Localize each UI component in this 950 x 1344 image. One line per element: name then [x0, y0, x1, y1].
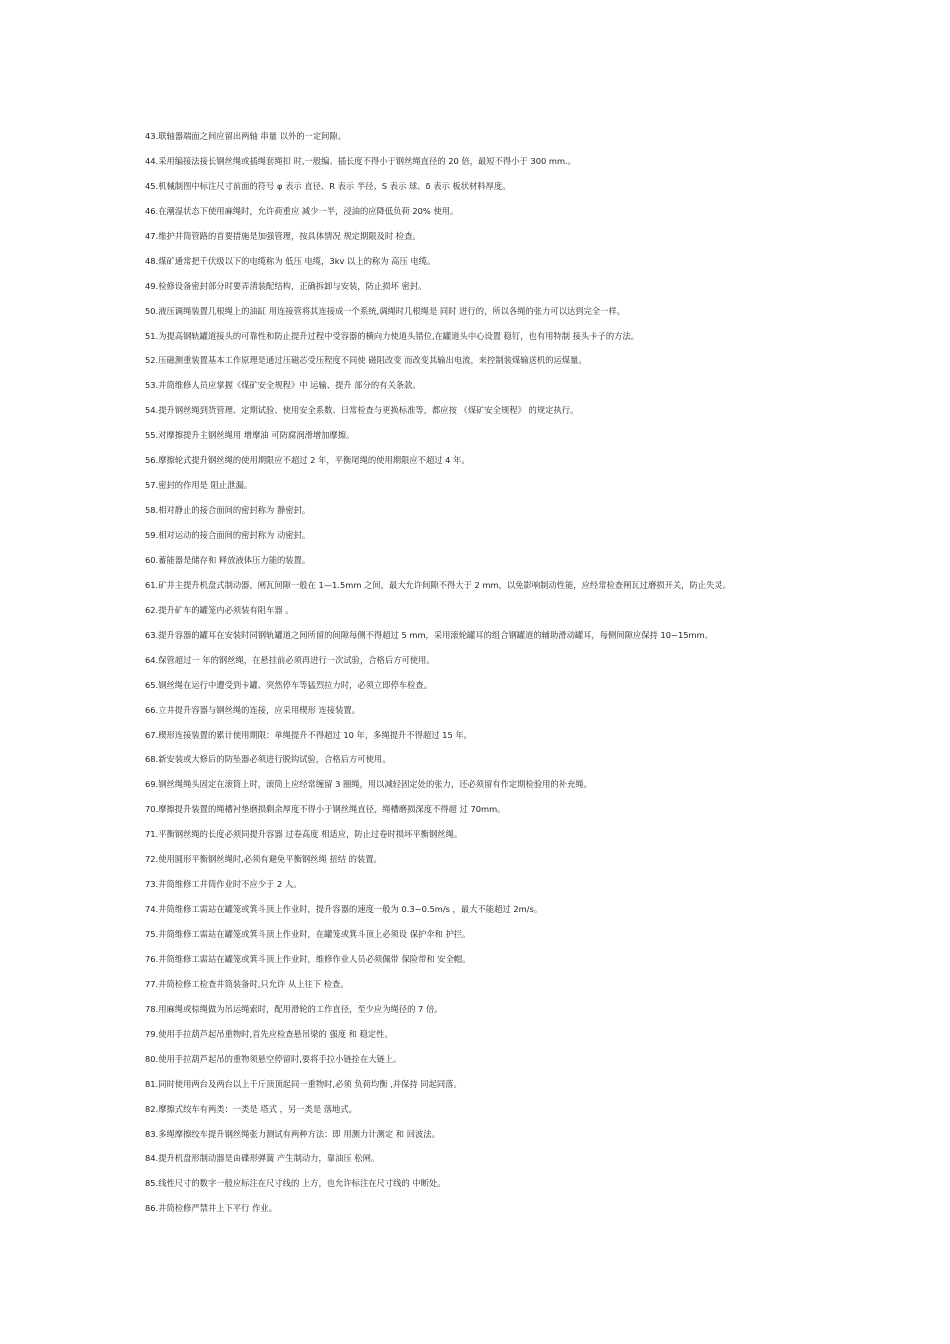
question-line: 65.钢丝绳在运行中遭受到卡罐、突然停车等猛烈拉力时，必须立即停车检查。 [145, 679, 432, 690]
question-line: 75.井筒维修工需站在罐笼或箕斗顶上作业时，在罐笼或箕斗顶上必须设 保护伞和 护拦。 [145, 929, 471, 939]
question-line: 80.使用手拉葫芦起吊的重物须悬空停留时,要将手拉小链拴在大链上。 [145, 1053, 402, 1064]
question-line: 71.平衡钢丝绳的长度必须同提升容器 过卷高度 相适应，防止过卷时损坏平衡钢丝绳。 [145, 829, 463, 840]
question-line: 49.检修设备密封部分时要弄清装配结构，正确拆卸与安装，防止损坏 密封。 [145, 280, 427, 291]
question-line: 53.井筒维修人员应掌握《煤矿安全规程》中 运输、提升 部分的有关条款。 [145, 380, 421, 391]
question-line: 52.压磁测重装置基本工作原理是通过压磁芯受压程度不同使 磁阻改变 而改变其输出电流，来控制装煤输送机的运煤量。 [145, 355, 587, 366]
question-line: 84.提升机盘形制动器是由碟形弹簧 产生制动力，靠油压 松闸。 [145, 1153, 380, 1164]
question-line: 81.同时使用两台及两台以上千斤顶顶起同一重物时,必须 负荷均衡 ,并保持 同起同落。 [145, 1078, 462, 1089]
question-line: 50.液压调绳装置几根绳上的油缸 用连接管将其连接成一个系统,调绳时几根绳是 同时 进行的，所以各绳的张力可以达到完全一样。 [145, 305, 626, 316]
question-line: 83.多绳摩擦绞车提升钢丝绳张力测试有两种方法：即 用测力计测定 和 回波法。 [145, 1128, 440, 1139]
question-line: 70.摩擦提升装置的绳槽衬垫磨损剩余厚度不得小于钢丝绳直径，绳槽磨损深度不得超 过 70mm。 [145, 804, 506, 815]
question-line: 44.采用编接法接长钢丝绳或插绳套绳扣 时,一般编、插长度不得小于钢丝绳直径的 20 倍，最短不得小于 300 mm.。 [145, 155, 576, 166]
question-line: 86.井筒检修严禁井上下平行 作业。 [145, 1203, 277, 1214]
question-line: 54.提升钢丝绳到货管理、定期试验、使用安全系数、日常检查与更换标准等，都应按 《煤矿安全规程》 的规定执行。 [145, 405, 579, 416]
question-line: 43.联轴器端面之间应留出两轴 串量 以外的一定间隙。 [145, 131, 347, 141]
question-line: 61.矿井主提升机盘式制动器，闸瓦间隙一般在 1—1.5mm 之间，最大允许间隙不得大于 2 mm，以免影响制动性能，应经常检查闸瓦过磨损开关，防止失灵。 [145, 579, 731, 590]
question-line: 45.机械制图中标注尺寸前面的符号 φ 表示 直径、R 表示 半径、S 表示 球、δ 表示 板状材料厚度。 [145, 180, 511, 191]
question-line: 56.摩擦轮式提升钢丝绳的使用期限应不超过 2 年，平衡尾绳的使用期限应不超过 4 年。 [145, 455, 470, 466]
question-line: 77.井筒检修工检查井筒装备时,只允许 从上往下 检查。 [145, 978, 349, 989]
question-line: 67.楔形连接装置的累计使用期限：单绳提升不得超过 10 年，多绳提升不得超过 15 年。 [145, 729, 472, 740]
question-line: 55.对摩擦提升主钢丝绳用 增摩油 可防腐润滑增加摩擦。 [145, 430, 355, 441]
question-line: 46.在潮湿状态下使用麻绳时，允许荷重应 减少一半，浸油的应降低负荷 20% 使用。 [145, 205, 459, 216]
question-line: 59.相对运动的接合面间的密封称为 动密封。 [145, 530, 311, 540]
question-list [145, 128, 935, 1225]
question-line: 69.钢丝绳绳头固定在滚筒上时，滚筒上应经常缠留 3 圈绳，用以减轻固定处的张力，还必须留有作定期检验用的补充绳。 [145, 779, 592, 790]
question-line: 76.井筒维修工需站在罐笼或箕斗顶上作业时，维修作业人员必须佩带 保险带和 安全帽。 [145, 953, 471, 964]
question-line: 79.使用手拉葫芦起吊重物时,首先应检查悬吊梁的 强度 和 稳定性。 [145, 1028, 393, 1039]
question-line: 66.立井提升容器与钢丝绳的连接，应采用楔形 连接装置。 [145, 704, 360, 715]
question-line: 51.为提高钢轨罐道接头的可靠性和防止提升过程中受容器的横向力使道头错位,在罐道头中心设置 稳钉，也有用特制 接头卡子的方法。 [145, 330, 640, 341]
question-line: 68.新安装或大修后的防坠器必须进行脱钩试验，合格后方可使用。 [145, 754, 391, 765]
question-line: 62.提升矿车的罐笼内必须装有阻车器 。 [145, 604, 294, 615]
question-line: 72.使用圆形平衡钢丝绳时,必须有避免平衡钢丝绳 扭结 的装置。 [145, 854, 382, 865]
question-line: 74.井筒维修工需站在罐笼或箕斗顶上作业时，提升容器的速度一般为 0.3~0.5m/s ，最大不能超过 2m/s。 [145, 904, 543, 915]
question-line: 82.摩擦式绞车有两类：一类是 塔式 ，另一类是 落地式。 [145, 1103, 357, 1114]
question-line: 78.用麻绳或棕绳做为吊运绳索时，配用滑轮的工作直径，至少应为绳径的 7 倍。 [145, 1003, 443, 1014]
question-line: 57.密封的作用是 阻止泄漏。 [145, 480, 253, 491]
question-line: 64.保管超过一 年的钢丝绳，在悬挂前必须再进行一次试验，合格后方可使用。 [145, 654, 435, 665]
question-line: 63.提升容器的罐耳在安装时同钢轨罐道之间所留的间隙每侧不得超过 5 mm，采用滚轮罐耳的组合钢罐道的辅助滑动罐耳，每侧间隙应保持 10~15mm。 [145, 629, 714, 640]
question-line: 47.维护井筒管路的首要措施是加强管理，按具体情况 规定期限及时 检查。 [145, 230, 421, 241]
question-line: 73.井筒维修工井筒作业时不应少于 2 人。 [145, 879, 302, 890]
question-line: 60.蓄能器是储存和 释放液体压力能的装置。 [145, 554, 311, 565]
question-line: 48.煤矿通常把千伏级以下的电缆称为 低压 电缆，3kv 以上的称为 高压 电缆。 [145, 255, 436, 266]
question-line: 85.线性尺寸的数字一般应标注在尺寸线的 上方，也允许标注在尺寸线的 中断处。 [145, 1178, 446, 1189]
question-line: 58.相对静止的接合面间的密封称为 静密封。 [145, 505, 311, 516]
